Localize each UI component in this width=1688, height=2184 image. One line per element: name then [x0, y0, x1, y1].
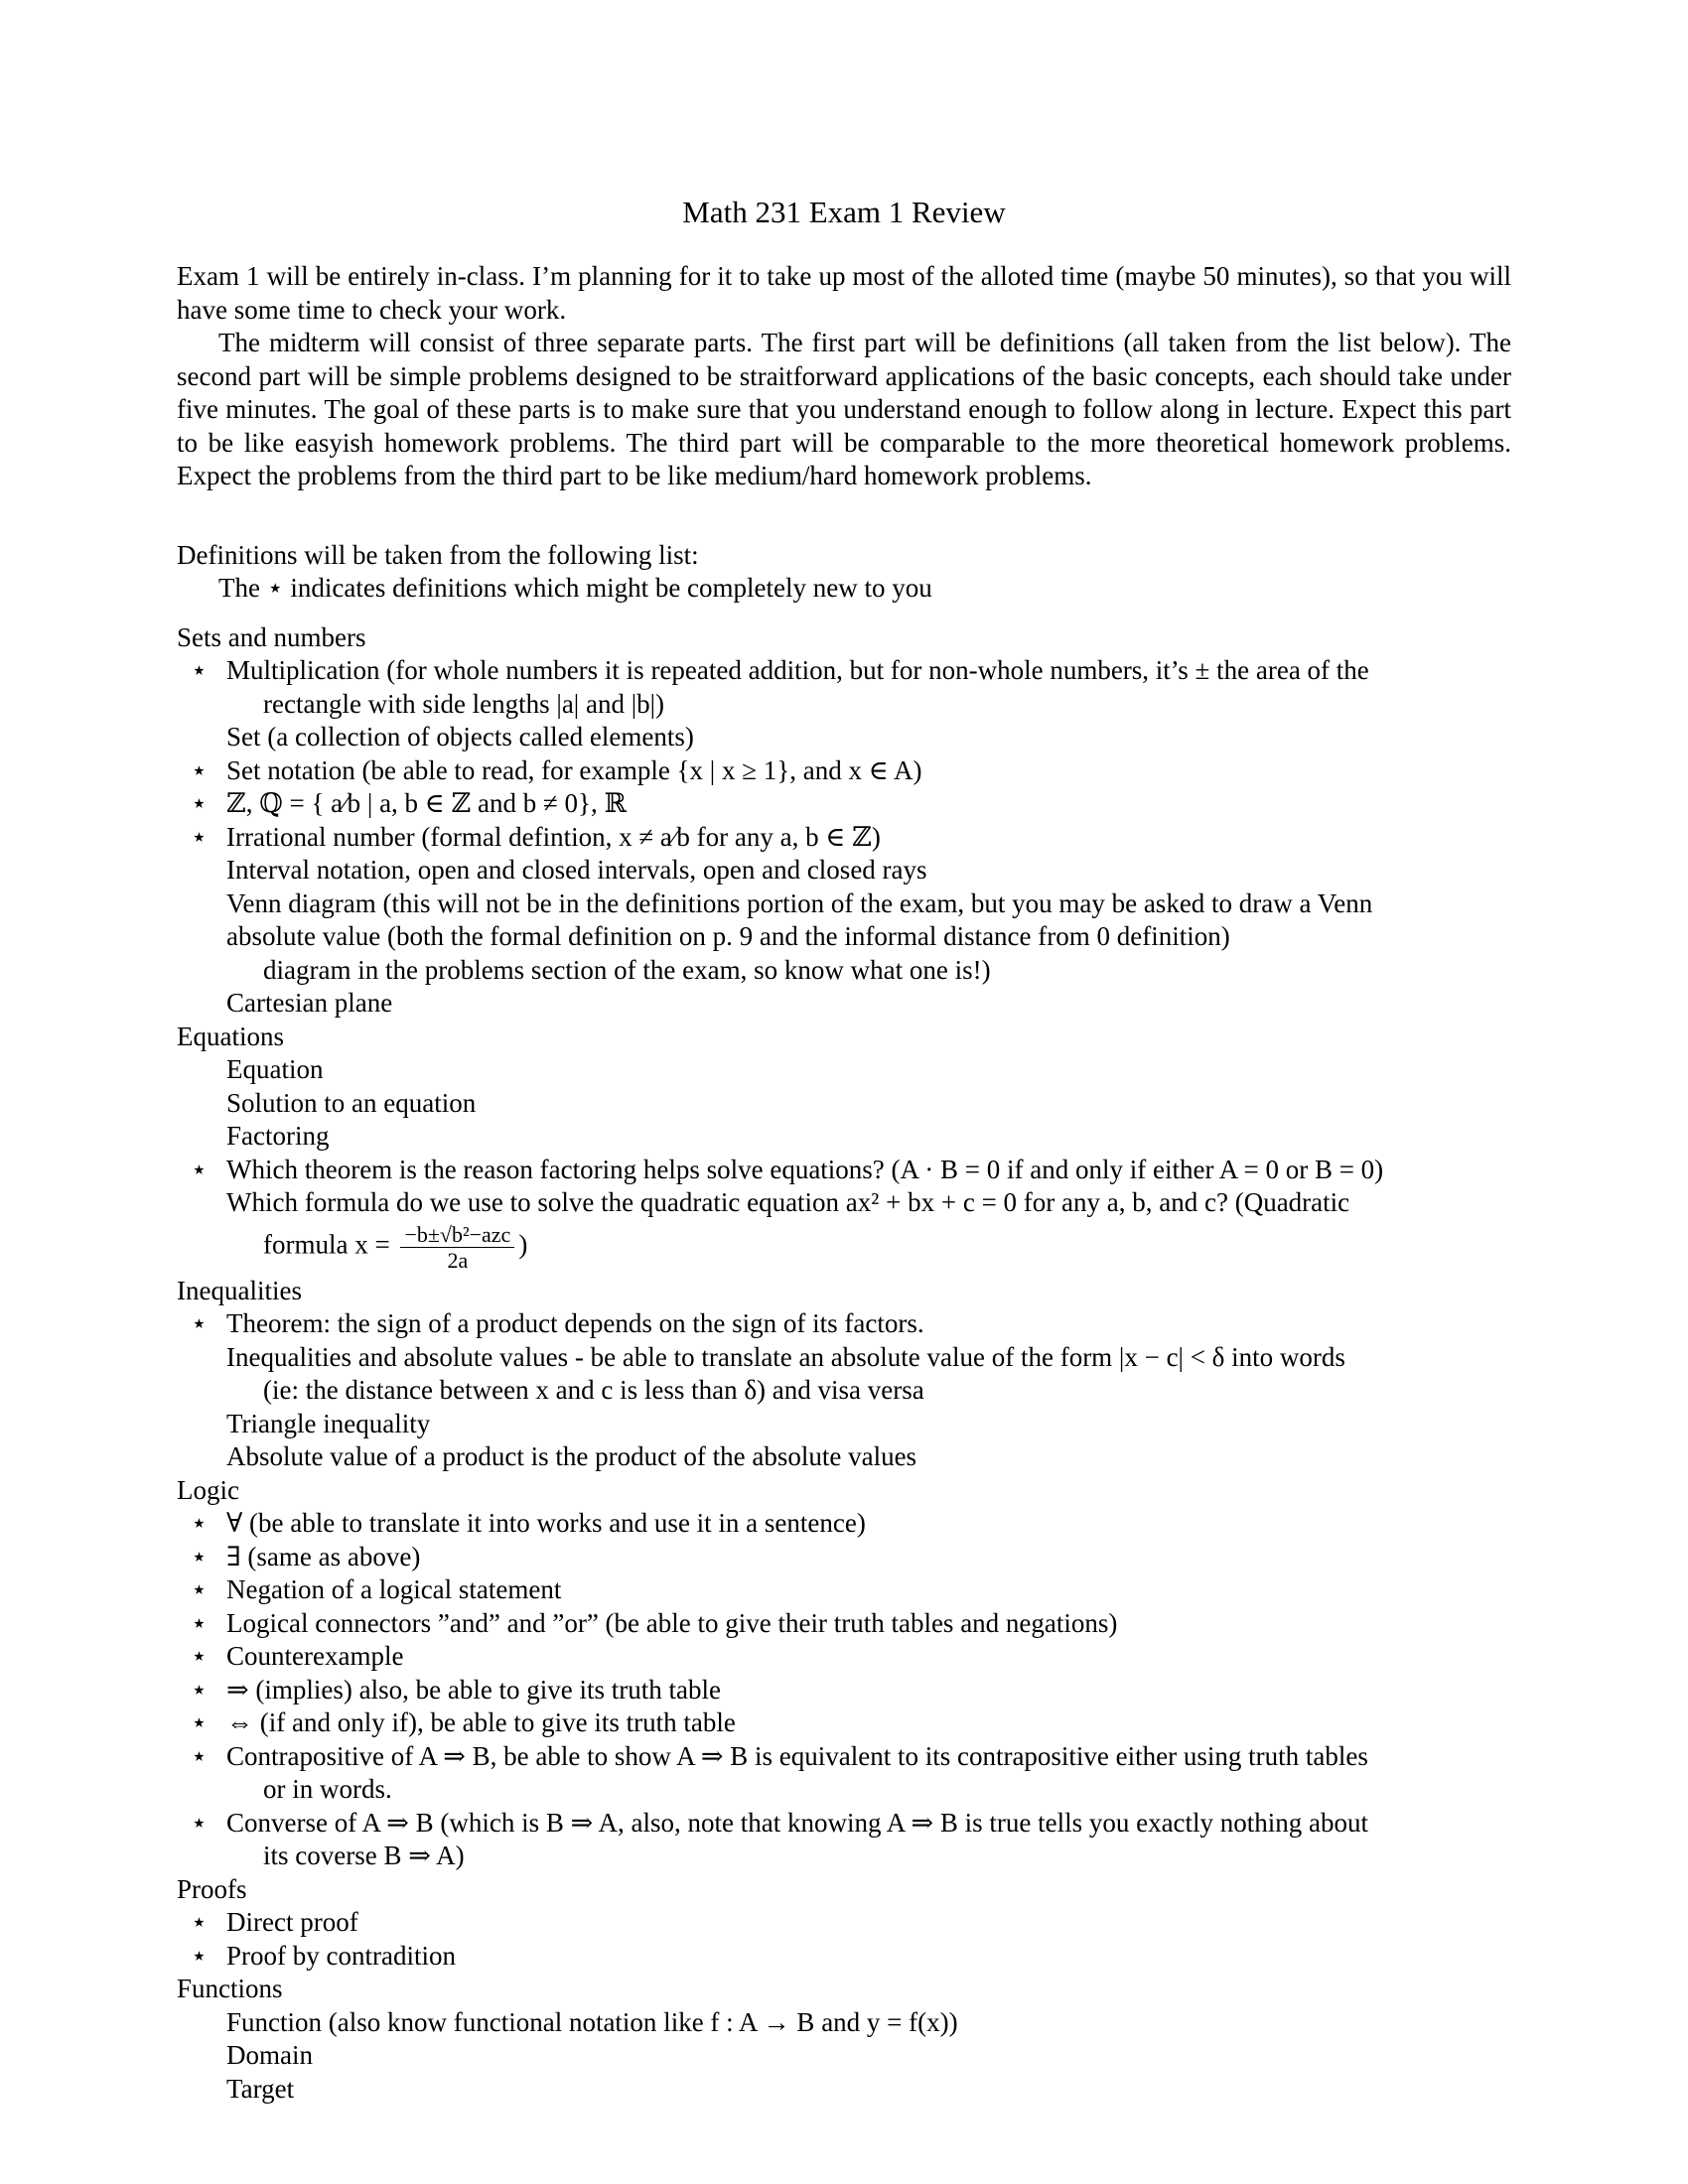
definition-line	[177, 1154, 1511, 1187]
line-text: Counterexample	[226, 1641, 404, 1671]
line-text: ∀ (be able to translate it into works and use it in a sentence)	[226, 1508, 866, 1538]
line-text: Logical connectors ”and” and ”or” (be able to give their truth tables and negations)	[226, 1607, 1118, 1638]
line-text: Functions	[177, 1974, 283, 2003]
definition-line	[177, 1840, 1511, 1873]
line-text: Factoring	[226, 1121, 330, 1151]
definition-line	[177, 1341, 1511, 1375]
section-header	[177, 1973, 1511, 2006]
line-text: Interval notation, open and closed intervals, open and closed rays	[226, 855, 927, 885]
section-header	[177, 621, 1511, 655]
definition-line	[177, 654, 1511, 688]
line-text: Theorem: the sign of a product depends on the sign of its factors.	[226, 1308, 924, 1338]
line-text: Logic	[177, 1474, 239, 1505]
definition-line	[177, 1573, 1511, 1607]
definition-line	[177, 1186, 1511, 1220]
star-icon: ⋆	[191, 1308, 208, 1338]
line-text: rectangle with side lengths |a| and |b|)	[263, 688, 664, 719]
definitions-intro	[177, 539, 1511, 606]
line-text: ∃ (same as above)	[226, 1541, 421, 1571]
definition-line	[177, 2039, 1511, 2073]
intro-line-star-note: The ⋆ indicates definitions which might be completely new to you	[218, 573, 932, 603]
definition-line	[177, 1807, 1511, 1841]
definition-line	[177, 2073, 1511, 2107]
definitions-list	[177, 621, 1511, 2107]
definition-line	[177, 1440, 1511, 1474]
star-icon: ⋆	[191, 1154, 208, 1184]
fraction-denominator: 2a	[447, 1247, 469, 1273]
definition-line	[177, 1541, 1511, 1574]
line-text: formula x =	[263, 1229, 397, 1260]
definition-line	[177, 987, 1511, 1021]
definition-line	[177, 854, 1511, 887]
line-text: Inequalities	[177, 1275, 302, 1305]
definition-line	[177, 821, 1511, 855]
line-text: Sets and numbers	[177, 621, 366, 652]
star-icon: ⋆	[191, 1807, 208, 1838]
section-header	[177, 1021, 1511, 1054]
star-icon: ⋆	[191, 821, 208, 852]
definition-line	[177, 787, 1511, 821]
definition-line	[177, 1940, 1511, 1974]
definition-line	[177, 1307, 1511, 1341]
definition-line	[177, 1773, 1511, 1807]
definition-line	[177, 954, 1511, 988]
line-text: Direct proof	[226, 1907, 358, 1937]
star-icon: ⋆	[191, 1674, 208, 1705]
line-text: its coverse B ⇒ A)	[263, 1841, 465, 1870]
line-text: Converse of A ⇒ B (which is B ⇒ A, also, note that knowing A ⇒ B is true tells you exactly nothing about	[226, 1807, 1369, 1838]
definition-line	[177, 1374, 1511, 1408]
star-icon: ⋆	[191, 1740, 208, 1771]
definition-line	[177, 1607, 1511, 1641]
definition-line	[177, 1706, 1511, 1740]
fraction	[400, 1222, 514, 1273]
line-text: Set notation (be able to read, for example {x | x ≥ 1}, and x ∈ A)	[226, 754, 922, 785]
star-icon: ⋆	[191, 1508, 208, 1538]
line-text: Inequalities and absolute values - be able to translate an absolute value of the form |x − c| < δ into words	[226, 1341, 1345, 1372]
star-icon: ⋆	[191, 655, 208, 685]
line-text: Triangle inequality	[226, 1408, 431, 1438]
line-text: Equation	[226, 1054, 324, 1084]
definition-line	[177, 1120, 1511, 1154]
star-icon: ⋆	[191, 1541, 208, 1571]
star-icon: ⋆	[191, 1940, 208, 1971]
intro-line-definitions: Definitions will be taken from the following list:	[177, 539, 699, 570]
line-text: diagram in the problems section of the exam, so know what one is!)	[263, 954, 991, 985]
line-text-after: )	[518, 1229, 528, 1260]
line-text: Cartesian plane	[226, 988, 393, 1018]
line-text: Absolute value of a product is the product of the absolute values	[226, 1441, 917, 1471]
definition-line	[177, 1674, 1511, 1707]
line-text: Negation of a logical statement	[226, 1574, 562, 1604]
document-title: Math 231 Exam 1 Review	[682, 195, 1006, 229]
line-text: Target	[226, 2073, 295, 2104]
star-icon: ⋆	[191, 1707, 208, 1737]
definition-line	[177, 1053, 1511, 1087]
definition-line	[177, 1087, 1511, 1121]
star-icon: ⋆	[191, 1907, 208, 1937]
definition-line	[177, 1408, 1511, 1441]
line-text: Multiplication (for whole numbers it is repeated addition, but for non-whole numbers, it’s ± the area of the	[226, 655, 1369, 685]
star-icon: ⋆	[191, 754, 208, 785]
paragraph-exam-overview: Exam 1 will be entirely in-class. I’m planning for it to take up most of the alloted time (maybe 50 minutes), so that you will have some time to check your work.	[177, 261, 1511, 325]
star-icon: ⋆	[191, 1607, 208, 1638]
definition-line	[177, 721, 1511, 754]
line-text: Set (a collection of objects called elements)	[226, 722, 694, 751]
definition-line	[177, 1640, 1511, 1674]
definition-line	[177, 920, 1511, 954]
line-text: Irrational number (formal defintion, x ≠ a⁄b for any a, b ∈ ℤ)	[226, 821, 881, 852]
line-text: absolute value (both the formal definition on p. 9 and the informal distance from 0 definition)	[226, 921, 1230, 951]
section-header	[177, 1275, 1511, 1308]
definition-line	[177, 1906, 1511, 1940]
definition-line	[177, 2006, 1511, 2040]
line-text: ⇒ (implies) also, be able to give its truth table	[226, 1674, 722, 1705]
star-icon: ⋆	[191, 1641, 208, 1671]
definition-line	[177, 887, 1511, 921]
line-text: (ie: the distance between x and c is less than δ) and visa versa	[263, 1375, 924, 1405]
definition-line	[177, 1220, 1511, 1275]
line-text: Proof by contradition	[226, 1940, 456, 1971]
definition-line	[177, 1507, 1511, 1541]
line-text: ℤ, ℚ = { a⁄b | a, b ∈ ℤ and b ≠ 0}, ℝ	[226, 788, 627, 818]
fraction-numerator: −b±√b²−azc	[400, 1222, 514, 1248]
star-icon: ⋆	[191, 1574, 208, 1604]
section-header	[177, 1474, 1511, 1508]
line-text: Function (also know functional notation like f : A → B and y = f(x))	[226, 2006, 958, 2037]
paragraph-midterm-structure: The midterm will consist of three separate parts. The first part will be definitions (all taken from the list below). The second part will be simple problems designed to be straitforward applications of the basic concepts, each should take under five minutes. The goal of these parts is to make sure that you understand enough to follow along in lecture. Expect this part to be like easyish homework problems. The third part will be comparable to the more theoretical homework problems. Expect the problems from the third part to be like medium/hard homework problems.	[177, 328, 1511, 490]
line-text: Equations	[177, 1021, 284, 1051]
line-text: Proofs	[177, 1873, 247, 1904]
line-text: ⇔ (if and only if), be able to give its truth table	[226, 1707, 736, 1737]
line-text: Solution to an equation	[226, 1087, 477, 1118]
line-text: Domain	[226, 2040, 313, 2070]
section-header	[177, 1873, 1511, 1907]
line-text: or in words.	[263, 1774, 392, 1804]
definition-line	[177, 688, 1511, 722]
definition-line	[177, 754, 1511, 788]
star-icon: ⋆	[191, 788, 208, 818]
definition-line	[177, 1740, 1511, 1774]
line-text: Which theorem is the reason factoring helps solve equations? (A · B = 0 if and only if either A = 0 or B = 0)	[226, 1154, 1384, 1184]
line-text: Which formula do we use to solve the quadratic equation ax² + bx + c = 0 for any a, b, and c? (Quadratic	[226, 1187, 1350, 1217]
line-text: Contrapositive of A ⇒ B, be able to show A ⇒ B is equivalent to its contrapositive either using truth tables	[226, 1740, 1368, 1771]
line-text: Venn diagram (this will not be in the definitions portion of the exam, but you may be asked to draw a Venn	[226, 887, 1373, 918]
